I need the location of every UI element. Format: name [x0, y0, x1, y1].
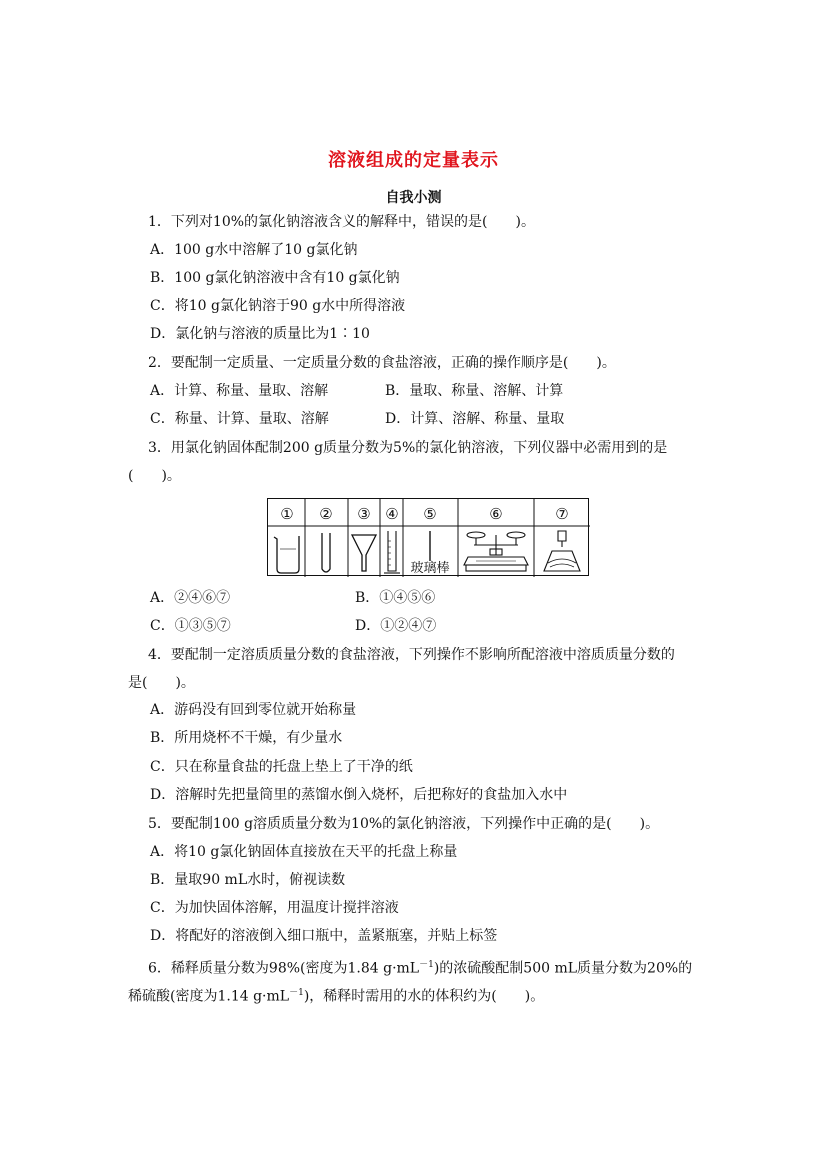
question-6-superscript-1: －1 — [419, 960, 434, 970]
question-3-option-a: A．②④⑥⑦ — [150, 590, 231, 606]
question-3-option-b: B．①④⑤⑥ — [355, 590, 436, 606]
question-1-stem: 1．下列对10%的氯化钠溶液含义的解释中，错误的是( )。 — [148, 214, 535, 230]
beaker-icon — [274, 536, 299, 573]
question-4-option-d: D．溶解时先把量筒里的蒸馏水倒入烧杯，后把称好的食盐加入水中 — [150, 787, 568, 803]
apparatus-label-5: ⑤ — [423, 505, 437, 523]
question-2-stem: 2．要配制一定质量、一定质量分数的食盐溶液，正确的操作顺序是( )。 — [148, 355, 616, 371]
question-4-stem-continued: 是( )。 — [128, 675, 195, 691]
question-3-option-d: D．①②④⑦ — [355, 618, 437, 634]
apparatus-table — [267, 498, 589, 576]
question-2-option-a: A．计算、称量、量取、溶解 — [150, 383, 329, 399]
apparatus-label-2: ② — [319, 505, 333, 523]
question-1-option-c: C．将10 g氯化钠溶于90 g水中所得溶液 — [150, 298, 406, 314]
question-4-option-c: C．只在称量食盐的托盘上垫上了干净的纸 — [150, 759, 413, 775]
apparatus-label-4: ④ — [385, 505, 399, 523]
question-3-stem: 3．用氯化钠固体配制200 g质量分数为5%的氯化钠溶液，下列仪器中必需用到的是 — [148, 440, 668, 456]
question-2-option-b: B．量取、称量、溶解、计算 — [385, 383, 564, 399]
balance-icon — [464, 532, 528, 571]
question-6-stem-part-a: 6．稀释质量分数为98%(密度为1.84 g·mL — [148, 960, 420, 977]
question-1-option-d: D．氯化钠与溶液的质量比为1∶10 — [150, 326, 370, 342]
question-6-stem-part-b: )的浓硫酸配制500 mL质量分数为20%的 — [433, 960, 693, 977]
question-5-stem: 5．要配制100 g溶质质量分数为10%的氯化钠溶液，下列操作中正确的是( )。 — [148, 816, 660, 832]
funnel-icon — [352, 535, 376, 571]
question-3-option-c: C．①③⑤⑦ — [150, 618, 231, 634]
question-4-stem: 4．要配制一定溶质质量分数的食盐溶液，下列操作不影响所配溶液中溶质质量分数的 — [148, 647, 675, 663]
question-5-option-c: C．为加快固体溶解，用温度计搅拌溶液 — [150, 900, 399, 916]
question-5-option-d: D．将配好的溶液倒入细口瓶中，盖紧瓶塞，并贴上标签 — [150, 928, 498, 944]
question-6-stem-continued — [128, 983, 544, 1007]
apparatus-label-6: ⑥ — [489, 505, 503, 523]
section-heading: 自我小测 — [385, 190, 442, 206]
question-5-option-a: A．将10 g氯化钠固体直接放在天平的托盘上称量 — [150, 844, 458, 860]
question-6-superscript-2: －1 — [289, 988, 304, 998]
apparatus-label-1: ① — [280, 505, 294, 523]
question-2-option-c: C．称量、计算、量取、溶解 — [150, 411, 329, 427]
apparatus-label-7: ⑦ — [555, 505, 569, 523]
question-1-option-b: B．100 g氯化钠溶液中含有10 g氯化钠 — [150, 270, 400, 286]
question-4-option-b: B．所用烧杯不干燥，有少量水 — [150, 730, 343, 746]
question-6-stem-part-d: )，稀释时需用的水的体积约为( )。 — [303, 988, 545, 1005]
question-6-stem-part-c: 稀硫酸(密度为1.14 g·mL — [128, 988, 290, 1005]
graduated-cylinder-icon — [384, 531, 400, 573]
alcohol-lamp-icon — [544, 531, 580, 571]
question-6-stem — [148, 955, 692, 979]
question-3-stem-continued: ( )。 — [128, 468, 181, 484]
question-4-option-a: A．游码没有回到零位就开始称量 — [150, 702, 357, 718]
apparatus-label-3: ③ — [357, 505, 371, 523]
question-2-option-d: D．计算、溶解、称量、量取 — [385, 411, 565, 427]
glass-rod-caption: 玻璃棒 — [410, 561, 450, 576]
apparatus-figure — [268, 499, 590, 577]
question-1-option-a: A．100 g水中溶解了10 g氯化钠 — [150, 242, 358, 258]
page-title: 溶液组成的定量表示 — [328, 150, 499, 171]
test-tube-icon — [322, 533, 330, 572]
question-5-option-b: B．量取90 mL水时，俯视读数 — [150, 872, 346, 888]
